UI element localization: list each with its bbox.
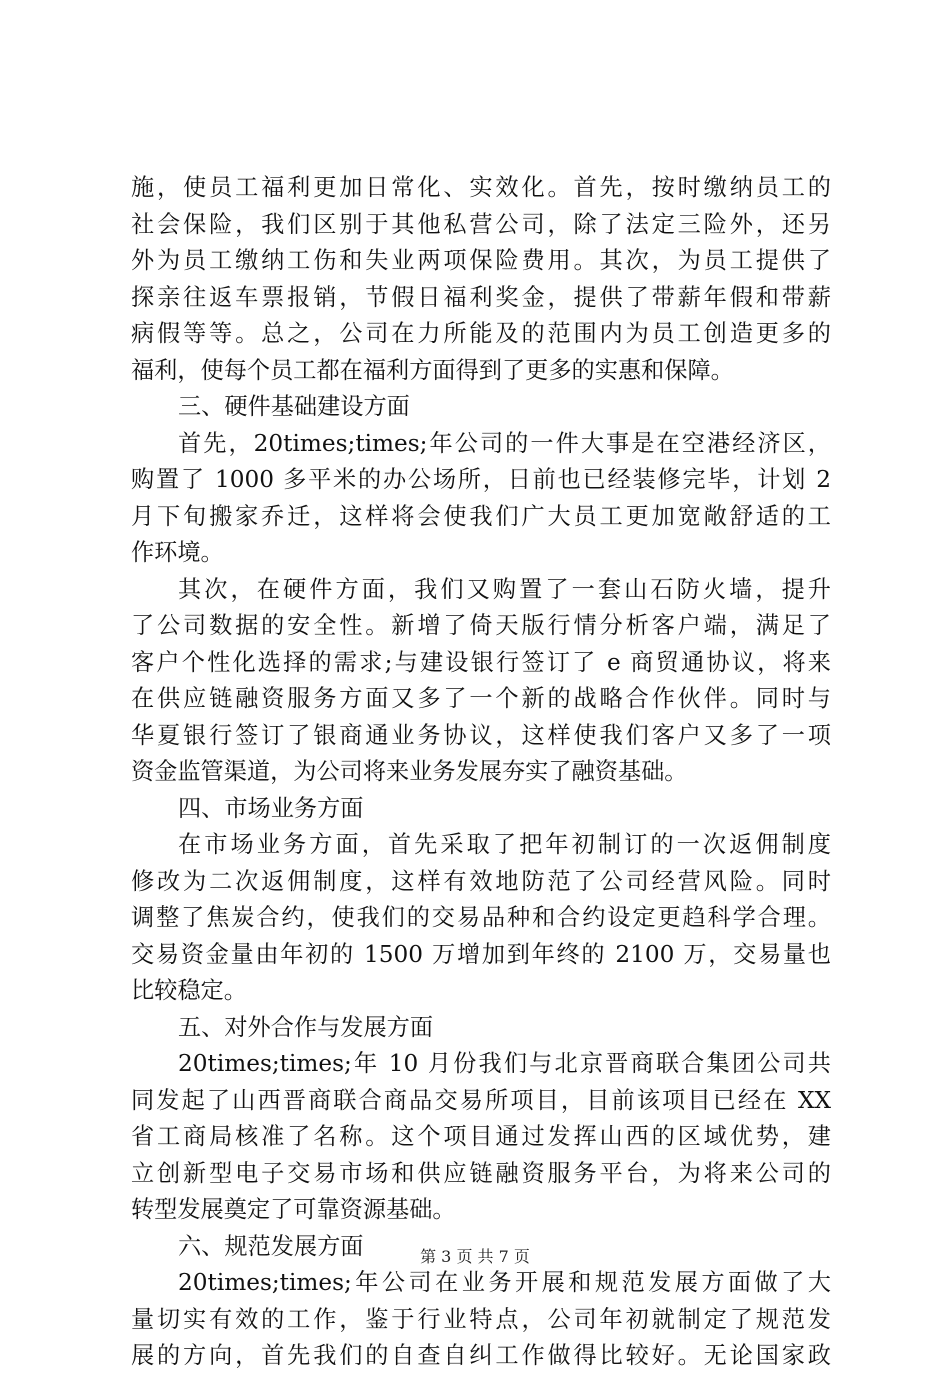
text-line: 在市场业务方面，首先采取了把年初制订的一次返佣制度 <box>178 831 831 858</box>
document-body <box>131 170 831 1375</box>
text-line: 同发起了山西晋商联合商品交易所项目，目前该项目已经在 XX <box>131 1086 831 1114</box>
text-line: 作环境。 <box>131 539 224 566</box>
text-line: 20times;times;年公司在业务开展和规范发展方面做了大 <box>178 1269 831 1296</box>
text-line: 社会保险，我们区别于其他私营公司，除了法定三险外，还另 <box>131 210 831 238</box>
text-line: 展的方向，首先我们的自查自纠工作做得比较好。无论国家政 <box>131 1342 831 1369</box>
text-line: 交易资金量由年初的 1500 万增加到年终的 2100 万，交易量也 <box>131 940 831 968</box>
text-line: 病假等等。总之，公司在力所能及的范围内为员工创造更多的 <box>131 320 831 347</box>
text-line: 在供应链融资服务方面又多了一个新的战略合作伙伴。同时与 <box>131 685 831 712</box>
text-line: 省工商局核准了名称。这个项目通过发挥山西的区域优势，建 <box>131 1123 831 1150</box>
text-line: 探亲往返车票报销，节假日福利奖金，提供了带薪年假和带薪 <box>131 283 831 311</box>
text-line: 比较稳定。 <box>131 977 247 1004</box>
text-line: 客户个性化选择的需求;与建设银行签订了 e 商贸通协议，将来 <box>131 648 831 676</box>
text-line: 外为员工缴纳工伤和失业两项保险费用。其次，为员工提供了 <box>131 247 831 274</box>
text-line: 施，使员工福利更加日常化、实效化。首先，按时缴纳员工的 <box>131 174 831 201</box>
section-heading: 三、硬件基础建设方面 <box>178 393 410 420</box>
text-line: 修改为二次返佣制度，这样有效地防范了公司经营风险。同时 <box>131 867 831 895</box>
section-heading: 五、对外合作与发展方面 <box>178 1013 434 1041</box>
section-heading: 四、市场业务方面 <box>178 794 364 822</box>
section-heading: 六、规范发展方面 <box>178 1232 364 1260</box>
text-line: 月下旬搬家乔迁，这样将会使我们广大员工更加宽敞舒适的工 <box>131 502 831 530</box>
text-line: 20times;times;年 10 月份我们与北京晋商联合集团公司共 <box>178 1050 831 1077</box>
text-line: 量切实有效的工作，鉴于行业特点，公司年初就制定了规范发 <box>131 1305 831 1333</box>
text-line: 购置了 1000 多平米的办公场所，日前也已经装修完毕，计划 2 <box>131 466 831 493</box>
text-line: 资金监管渠道，为公司将来业务发展夯实了融资基础。 <box>131 758 688 785</box>
text-line: 了公司数据的安全性。新增了倚天版行情分析客户端，满足了 <box>131 612 831 639</box>
text-line: 立创新型电子交易市场和供应链融资服务平台，为将来公司的 <box>131 1159 831 1187</box>
text-line: 转型发展奠定了可靠资源基础。 <box>131 1196 456 1223</box>
page-footer: 第 3 页 共 7 页 <box>420 1247 530 1266</box>
text-line: 其次，在硬件方面，我们又购置了一套山石防火墙，提升 <box>178 575 831 603</box>
text-line: 首先，20times;times;年公司的一件大事是在空港经济区， <box>178 429 831 457</box>
text-line: 福利，使每个员工都在福利方面得到了更多的实惠和保障。 <box>131 356 734 384</box>
text-line: 华夏银行签订了银商通业务协议，这样使我们客户又多了一项 <box>131 721 831 749</box>
text-line: 调整了焦炭合约，使我们的交易品种和合约设定更趋科学合理。 <box>131 904 831 931</box>
